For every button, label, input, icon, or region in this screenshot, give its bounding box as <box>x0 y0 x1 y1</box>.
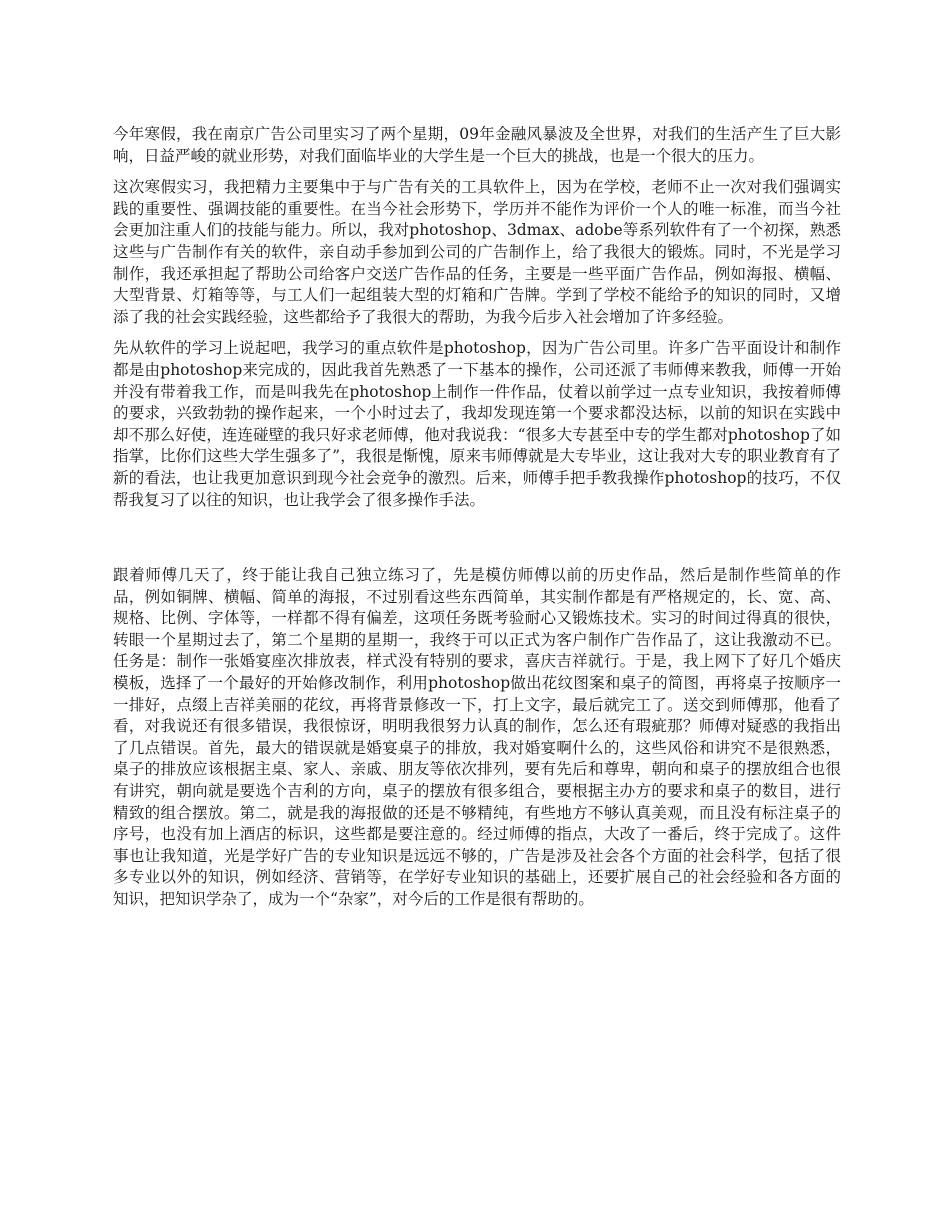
paragraph-software-learning: 先从软件的学习上说起吧，我学习的重点软件是photoshop，因为广告公司里。许多广告平面设计和制作都是由photoshop来完成的，因此我首先熟悉了一下基本的操作，公司还派了韦师傅来教我，师傅一开始并没有带着我工作，而是叫我先在photoshop上制作一件作品，仗着以前学过一点专业知识，我按着师傅的要求，兴致勃勃的操作起来，一个小时过去了，我却发现连第一个要求都没达标，以前的知识在实践中却不那么好使，连连碰壁的我只好求老师傅，他对我说我：“很多大专甚至中专的学生都对photoshop了如指掌，比你们这些大学生强多了”，我很是惭愧，原来韦师傅就是大专毕业，这让我对大专的职业教育有了新的看法，也让我更加意识到现今社会竞争的激烈。后来，师傅手把手教我操作photoshop的技巧，不仅帮我复习了以往的知识，也让我学会了很多操作手法。 <box>113 339 841 509</box>
paragraph-wedding-task: 跟着师傅几天了，终于能让我自己独立练习了，先是模仿师傅以前的历史作品，然后是制作些简单的作品，例如铜牌、横幅、简单的海报，不过别看这些东西简单，其实制作都是有严格规定的，长、宽、高、规格、比例、字体等，一样都不得有偏差，这项任务既考验耐心又锻炼技术。实习的时间过得真的很快，转眼一个星期过去了，第二个星期的星期一，我终于可以正式为客户制作广告作品了，这让我激动不已。任务是：制作一张婚宴座次排放表，样式没有特别的要求，喜庆吉祥就行。于是，我上网下了好几个婚庆模板，选择了一个最好的开始修改制作，利用photoshop做出花纹图案和桌子的简图，再将桌子按顺序一一排好，点缀上吉祥美丽的花纹，再将背景修改一下，打上文字，最后就完工了。送交到师傅那，他看了看，对我说还有很多错误，我很惊讶，明明我很努力认真的制作，怎么还有瑕疵那？师傅对疑惑的我指出了几点错误。首先，最大的错误就是婚宴桌子的排放，我对婚宴啊什么的，这些风俗和讲究不是很熟悉，桌子的排放应该根据主桌、家人、亲戚、朋友等依次排列，要有先后和尊卑，朝向和桌子的摆放组合也很有讲究，朝向就是要选个吉利的方向，桌子的摆放有很多组合，要根据主办方的要求和桌子的数目，进行精致的组合摆放。第二，就是我的海报做的还是不够精纯，有些地方不够认真美观，而且没有标注桌子的序号，也没有加上酒店的标识，这些都是要注意的。经过师傅的指点，大改了一番后，终于完成了。这件事也让我知道，光是学好广告的专业知识是远远不够的，广告是涉及社会各个方面的社会科学，包括了很多专业以外的知识，例如经济、营销等，在学好专业知识的基础上，还要扩展自己的社会经验和各方面的知识，把知识学杂了，成为一个“杂家”，对今后的工作是很有帮助的。 <box>113 566 841 908</box>
paragraph-internship-focus: 这次寒假实习，我把精力主要集中于与广告有关的工具软件上，因为在学校，老师不止一次对我们强调实践的重要性、强调技能的重要性。在当今社会形势下，学历并不能作为评价一个人的唯一标准，而当今社会更加注重人们的技能与能力。所以，我对photoshop、3dmax、adobe等系列软件有了一个初探，熟悉这些与广告制作有关的软件，亲自动手参加到公司的广告制作上，给了我很大的锻炼。同时，不光是学习制作，我还承担起了帮助公司给客户交送广告作品的任务，主要是一些平面广告作品，例如海报、横幅、大型背景、灯箱等等，与工人们一起组装大型的灯箱和广告牌。学到了学校不能给予的知识的同时，又增添了我的社会实践经验，这些都给予了我很大的帮助，为我今后步入社会增加了许多经验。 <box>113 178 841 326</box>
document-body <box>113 124 841 921</box>
paragraph-spacer <box>113 521 841 565</box>
paragraph-intro: 今年寒假，我在南京广告公司里实习了两个星期，09年金融风暴波及全世界，对我们的生活产生了巨大影响，日益严峻的就业形势，对我们面临毕业的大学生是一个巨大的挑战，也是一个很大的压力。 <box>113 125 841 165</box>
